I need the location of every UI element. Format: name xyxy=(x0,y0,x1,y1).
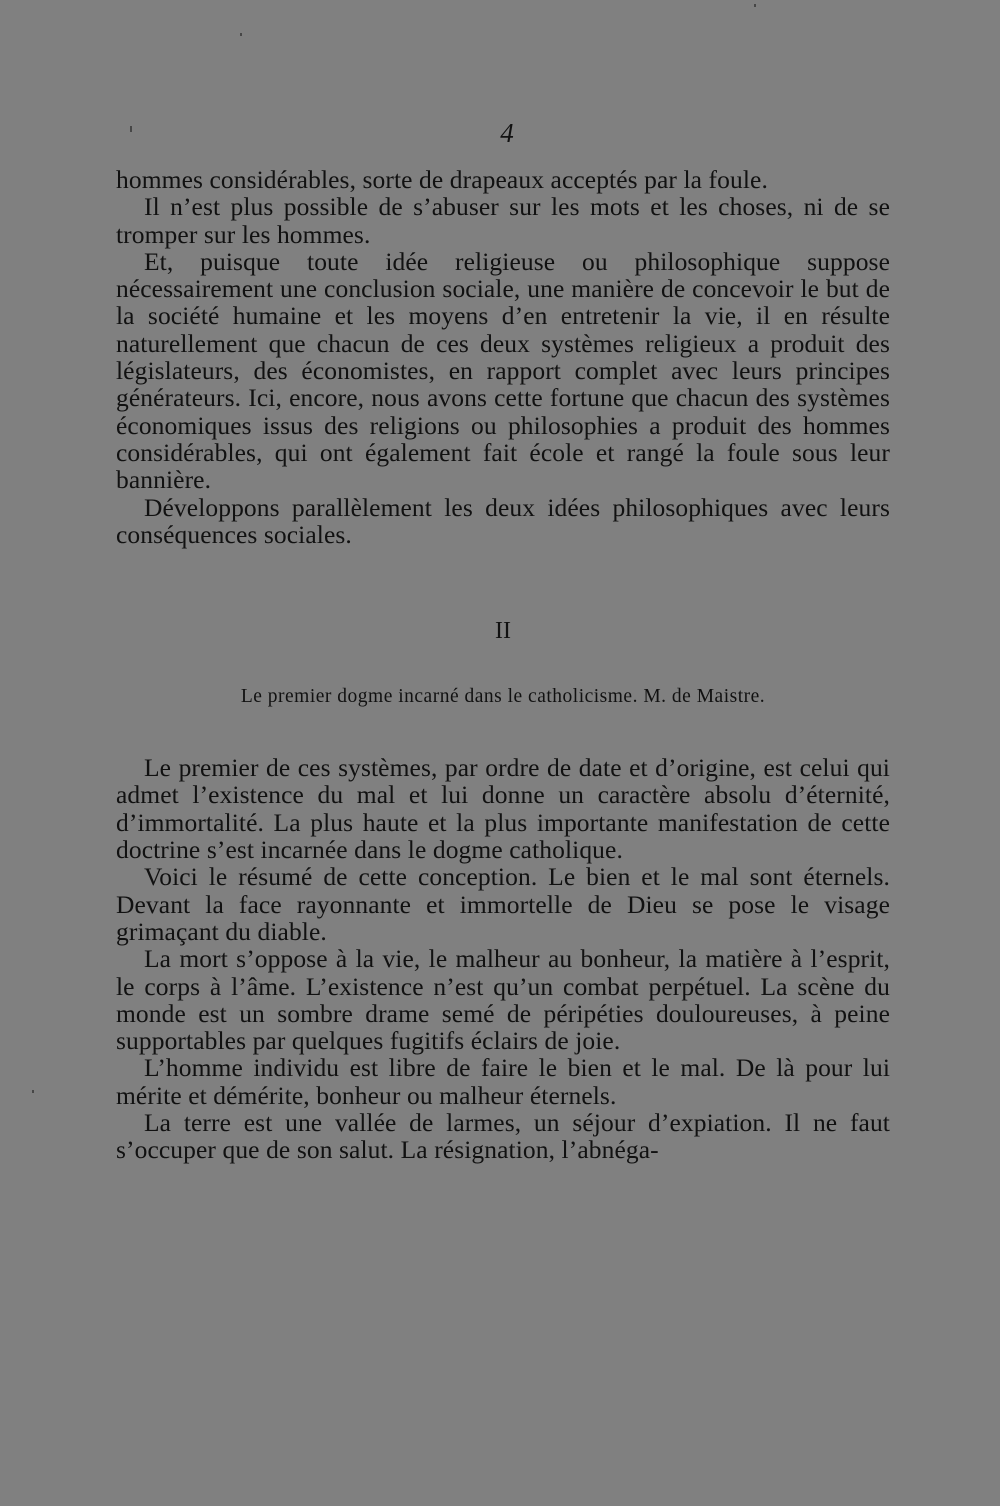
paragraph: La mort s’oppose à la vie, le malheur au bonheur, la matière à l’esprit, le corps à l’âme. L’existence n’est qu’un combat perpétuel. La scène du monde est un sombre drame semé de péripéties douloureuses, à peine supportables par quelques fugitifs éclairs de joie. xyxy=(116,944,890,1056)
speck-mark xyxy=(754,4,756,7)
speck-mark xyxy=(32,1090,34,1093)
paragraph: Voici le résumé de cette conception. Le bien et le mal sont éternels. Devant la face rayonnante et immortelle de Dieu se pose le visage grimaçant du diable. xyxy=(116,862,890,946)
paragraph: Et, puisque toute idée religieuse ou philosophique suppose nécessairement une conclusion sociale, une manière de concevoir le but de la société humaine et les moyens d’en entretenir la vie, il en résulte naturellement que chacun de ces deux systèmes religieux a produit des législateurs, des économistes, en rapport complet avec leurs principes générateurs. Ici, encore, nous avons cette fortune que chacun des systèmes économiques issus des religions ou philosophies a produit des hommes considérables, qui ont également fait école et rangé la foule sous leur bannière. xyxy=(116,246,890,495)
paragraph: L’homme individu est libre de faire le bien et le mal. De là pour lui mérite et démérite, bonheur ou malheur éternels. xyxy=(116,1053,890,1110)
section-title: Le premier dogme incarné dans le catholicisme. M. de Maistre. xyxy=(240,686,766,708)
speck-mark xyxy=(240,33,242,36)
paragraph: La terre est une vallée de larmes, un séjour d’expiation. Il ne faut s’occuper que de son salut. La résignation, l’abnéga- xyxy=(116,1108,890,1165)
document-page xyxy=(116,118,890,1164)
section-number: II xyxy=(495,618,511,645)
page-number: 4 xyxy=(500,118,514,148)
paragraph: Le premier de ces systèmes, par ordre de date et d’origine, est celui qui admet l’existence du mal et lui donne un caractère absolu d’éternité, d’immortalité. La plus haute et la plus importante manifestation de cette doctrine s’est incarnée dans le dogme catholique. xyxy=(116,753,890,865)
paragraph: hommes considérables, sorte de drapeaux acceptés par la foule. xyxy=(116,165,768,194)
paragraph: Il n’est plus possible de s’abuser sur les mots et les choses, ni de se tromper sur les hommes. xyxy=(116,192,890,249)
paragraph: Développons parallèlement les deux idées philosophiques avec leurs conséquences sociales. xyxy=(116,492,890,549)
